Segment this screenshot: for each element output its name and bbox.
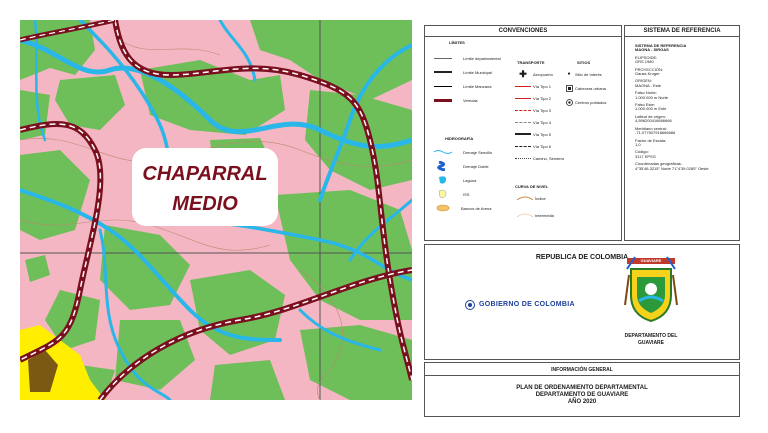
legend-item-municipal-limit: Límite Municipal bbox=[463, 69, 492, 75]
place-label-line2: MEDIO bbox=[172, 193, 238, 215]
reference-line: GRS 1980 bbox=[635, 59, 654, 65]
reference-line: ORIGEN: bbox=[635, 78, 652, 84]
department-line1: DEPARTAMENTO DEL bbox=[624, 333, 678, 339]
legend-item-block-limit: Límite Manzana bbox=[463, 83, 492, 89]
department-title: DEPARTAMENTO DE GUAVIARE bbox=[535, 392, 629, 398]
colombia-emblem-icon bbox=[465, 300, 475, 310]
iss-icon bbox=[433, 190, 453, 198]
lagoon-icon bbox=[433, 176, 453, 184]
legend-item-road-2: Vía Tipo 2 bbox=[533, 95, 552, 101]
reference-line: MAGNA - Este bbox=[635, 82, 662, 88]
department-line2: GUAVIARE bbox=[637, 340, 665, 346]
legend-item-iss: ISS bbox=[463, 191, 470, 197]
reference-title: SISTEMA DE REFERENCIA bbox=[643, 28, 721, 34]
general-info-panel bbox=[424, 362, 740, 417]
legend-item-single-drain: Drenaje Sencillo bbox=[463, 149, 493, 155]
legend-title: CONVENCIONES bbox=[498, 28, 548, 34]
legend-item-road-1: Vía Tipo 1 bbox=[533, 83, 552, 89]
map-view[interactable] bbox=[20, 20, 412, 400]
reference-line: Falso Este: bbox=[635, 102, 656, 108]
legend-item-urban-center: Cabecera urbana bbox=[575, 85, 606, 91]
reference-line: 3117 EPSG bbox=[635, 153, 656, 159]
reference-line: Código: bbox=[635, 149, 649, 155]
reference-line: 1.000.000 m Este bbox=[635, 106, 667, 112]
contours-list bbox=[515, 194, 585, 219]
reference-line: SISTEMA DE REFERENCIA bbox=[635, 43, 687, 48]
year-title: AÑO 2020 bbox=[567, 399, 597, 405]
double-drain-icon bbox=[433, 162, 453, 170]
government-name: GOBIERNO DE COLOMBIA bbox=[479, 301, 575, 308]
legend-item-airport: Aeropuerto bbox=[533, 71, 553, 77]
legend-item-index-contour: Índice bbox=[535, 195, 546, 201]
reference-line: PROYECCIÓN: bbox=[635, 66, 664, 72]
legend-item-veredas: Veredas bbox=[463, 97, 478, 103]
legend-item-road-4: Vía Tipo 4 bbox=[533, 119, 552, 125]
country-name: REPUBLICA DE COLOMBIA bbox=[535, 254, 629, 261]
index-contour-icon bbox=[515, 194, 535, 202]
reference-line: Meridiano central: bbox=[635, 125, 667, 131]
legend-item-road-5: Vía Tipo 5 bbox=[533, 131, 552, 137]
reference-line: Coordenadas geográficas: bbox=[635, 161, 682, 167]
single-drain-icon bbox=[433, 148, 453, 156]
general-info-title: INFORMACIÓN GENERAL bbox=[551, 367, 613, 373]
legend-item-road-3: Vía Tipo 3 bbox=[533, 107, 552, 113]
interest-site-icon: ● bbox=[567, 70, 571, 77]
reference-line: MAGNA - SIRGAS bbox=[635, 47, 669, 53]
plan-title: PLAN DE ORDENAMIENTO DEPARTAMENTAL bbox=[516, 385, 648, 391]
legend-item-lagoon: Laguna bbox=[463, 177, 477, 183]
legend-item-populated-center: Centros poblados bbox=[575, 99, 607, 105]
legend-item-departmental-limit: Límite departamental bbox=[463, 55, 501, 61]
urban-center-icon bbox=[563, 84, 575, 92]
reference-panel bbox=[624, 25, 740, 241]
populated-center-icon bbox=[563, 98, 575, 106]
sandbank-icon bbox=[433, 204, 453, 212]
limits-title: LÍMITES bbox=[449, 40, 465, 45]
legend-panel bbox=[424, 25, 622, 241]
place-label-line1: CHAPARRAL bbox=[142, 163, 268, 185]
reference-details bbox=[635, 44, 735, 171]
map-canvas bbox=[20, 20, 412, 400]
intermediate-contour-icon bbox=[515, 211, 535, 219]
sites-list bbox=[563, 70, 623, 106]
reference-line: 1,0 bbox=[635, 141, 641, 147]
legend-item-interest-site: Sitio de Interés bbox=[575, 71, 602, 77]
legend-item-intermediate-contour: Intermedia bbox=[535, 212, 554, 218]
transport-title: TRANSPORTE bbox=[517, 60, 545, 65]
legend-item-sandbanks: Bancos de Arena bbox=[461, 205, 492, 211]
government-logo bbox=[465, 297, 575, 313]
institution-panel bbox=[424, 244, 740, 360]
legend-item-double-drain: Drenaje Doble bbox=[463, 163, 489, 169]
crest-banner: GUAVIARE bbox=[640, 258, 662, 263]
reference-line: Gauss Kruger bbox=[635, 71, 660, 77]
reference-line: -71,077507916666666 bbox=[635, 130, 676, 136]
sites-title: SITIOS bbox=[577, 60, 591, 65]
reference-line: Falso Norte: bbox=[635, 90, 657, 96]
reference-line: 4,596200416666666 bbox=[635, 118, 672, 124]
legend-item-trail: Camino, Sendero bbox=[533, 155, 565, 161]
crest-icon bbox=[623, 255, 679, 327]
guaviare-crest bbox=[623, 255, 679, 327]
legend-item-road-6: Vía Tipo 6 bbox=[533, 143, 552, 149]
contours-title: CURVA DE NIVEL bbox=[515, 184, 549, 189]
reference-line: Latitud de origen: bbox=[635, 113, 666, 119]
hydrography-title: HIDROGRAFÍA bbox=[445, 136, 474, 141]
reference-line: Factor de Escala: bbox=[635, 137, 667, 143]
reference-line: 4°35'46.3215" Norte 71°4'39.0285" Oeste bbox=[635, 165, 709, 171]
reference-line: ELIPSOIDE: bbox=[635, 54, 658, 60]
reference-line: 1.000.000 m Norte bbox=[635, 94, 669, 100]
airport-icon: ✚ bbox=[519, 68, 527, 79]
